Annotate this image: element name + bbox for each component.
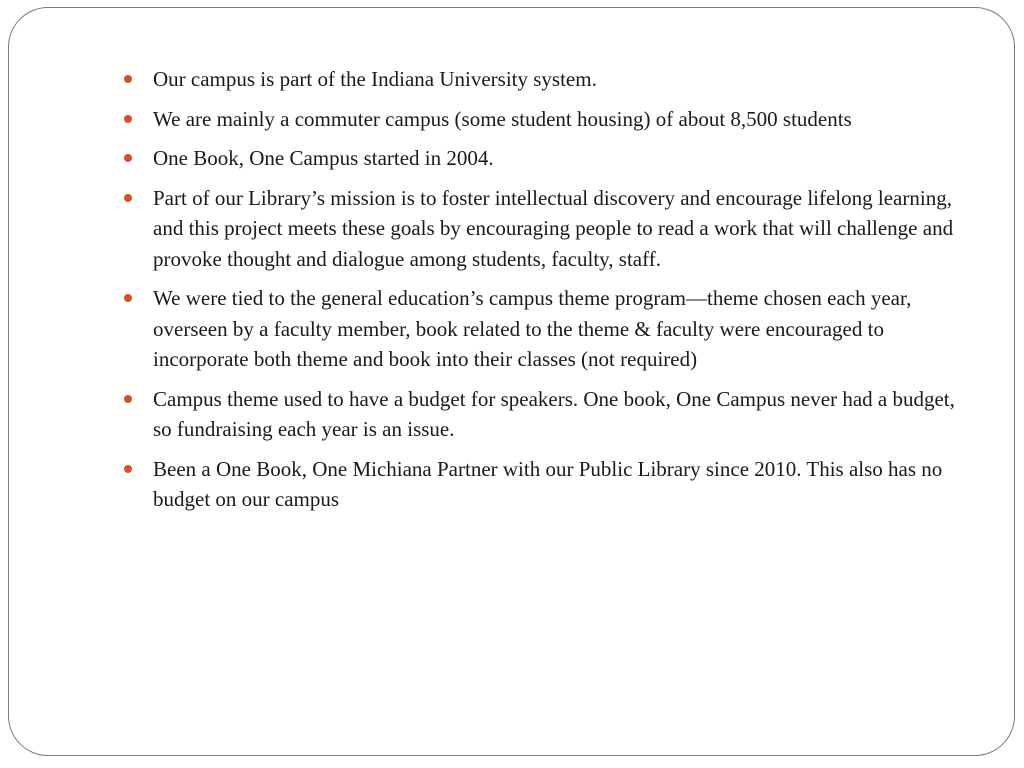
bullet-text: We are mainly a commuter campus (some student housing) of about 8,500 students [153, 106, 852, 131]
bullet-text: Part of our Library’s mission is to foster intellectual discovery and encourage lifelong learning, and this project meets these goals by encouraging people to read a work that will challenge and provoke thought and dialogue among students, faculty, staff. [153, 185, 954, 271]
bullet-item [121, 104, 961, 135]
bullet-dot-icon [124, 294, 132, 302]
bullet-dot-icon [124, 465, 132, 473]
bullet-dot-icon [124, 75, 132, 83]
bullet-dot-icon [124, 154, 132, 162]
bullet-text: One Book, One Campus started in 2004. [153, 146, 494, 170]
bullet-item [121, 143, 961, 174]
slide-frame [8, 7, 1015, 756]
bullet-item [121, 454, 961, 515]
bullet-item [121, 384, 961, 445]
bullet-item [121, 64, 961, 95]
bullet-text: Campus theme used to have a budget for speakers. One book, One Campus never had a budget, so fundraising each year is an issue. [153, 386, 955, 441]
bullet-text: Our campus is part of the Indiana University system. [153, 67, 597, 91]
bullet-dot-icon [124, 115, 132, 123]
bullet-item [121, 183, 961, 275]
bullet-item [121, 283, 961, 375]
bullet-text: Been a One Book, One Michiana Partner with our Public Library since 2010. This also has no budget on our campus [153, 456, 943, 511]
bullet-text: We were tied to the general education’s campus theme program—theme chosen each year, overseen by a faculty member, book related to the theme & faculty were encouraged to incorporate both theme and book into their classes (not required) [153, 286, 912, 371]
bullet-dot-icon [124, 194, 132, 202]
bullet-list [121, 64, 961, 524]
bullet-dot-icon [124, 395, 132, 403]
